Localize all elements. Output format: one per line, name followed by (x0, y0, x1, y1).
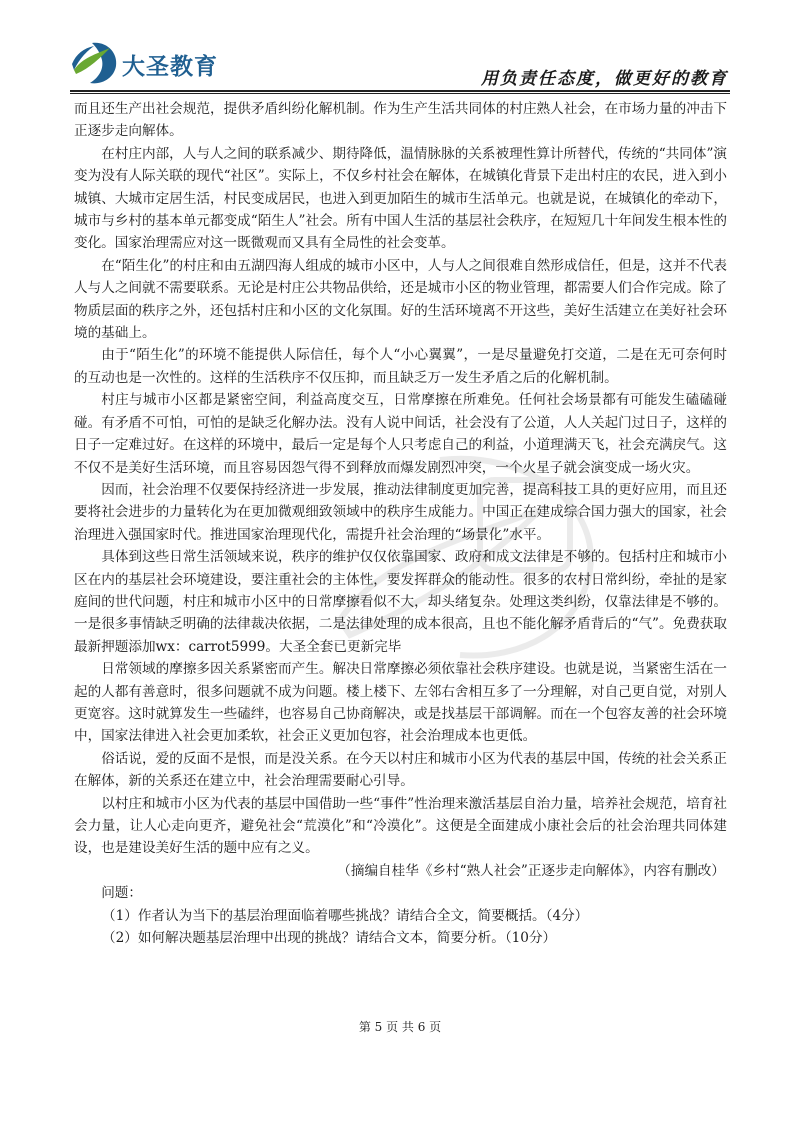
paragraph: 由于“陌生化”的环境不能提供人际信任，每个人“小心翼翼”，一是尽量避免打交道，二是在无可奈何时的互动也是一次性的。这样的生活秩序不仅压抑，而且缺乏万一发生矛盾之后的化解机制。 (74, 347, 727, 386)
paragraph: 日常领域的摩擦多因关系紧密而产生。解决日常摩擦必须依靠社会秩序建设。也就是说，当紧密生活在一起的人都有善意时，很多问题就不成为问题。楼上楼下、左邻右舍相互多了一分理解，对自己更自觉，对别人更宽容。这时就算发生一些磕绊，也容易自己协商解决，或是找基层干部调解。而在一个包容友善的社会环境中，国家法律进入社会更加柔软，社会正义更加包容，社会治理成本也更低。 (74, 661, 727, 745)
paragraph: 因而，社会治理不仅要保持经济进一步发展，推动法律制度更加完善，提高科技工具的更好应用，而且还要将社会进步的力量转化为在更加微观细致领域中的秩序生成能力。中国正在建成综合国力强大的国家，社会治理进入强国家时代。推进国家治理现代化，需提升社会治理的“场景化”水平。 (74, 481, 727, 543)
page-number: 第 5 页 共 6 页 (358, 1020, 442, 1034)
paragraph: 俗话说，爱的反面不是恨，而是没关系。在今天以村庄和城市小区为代表的基层中国，传统的社会关系正在解体，新的关系还在建立中，社会治理需要耐心引导。 (74, 750, 727, 790)
header-divider-thin (70, 93, 730, 94)
logo-icon (70, 40, 120, 86)
page-header (70, 30, 730, 92)
paragraph: 村庄与城市小区都是紧密空间，利益高度交互，日常摩擦在所难免。任何社会场景都有可能发生磕磕碰碰。有矛盾不可怕，可怕的是缺乏化解办法。没有人说中间话，社会没有了公道，人人关起门过日子，这样的日子一定难过好。在这样的环境中，最后一定是每个人只考虑自己的利益，小道理满天飞，社会充满戾气。这不仅不是美好生活环境，而且容易因怨气得不到释放而爆发剧烈冲突，一个火星子就会演变成一场火灾。 (74, 392, 727, 476)
article-body (74, 98, 727, 949)
source-citation: （摘编自桂华《乡村“熟人社会”正逐步走向解体》，内容有删改） (337, 862, 725, 879)
paragraph: 在村庄内部，人与人之间的联系减少、期待降低，温情脉脉的关系被理性算计所替代，传统的“共同体”演变为没有人际关联的现代“社区”。实际上，不仅乡村社会在解体，在城镇化背景下走出村庄的农民，进入到小城镇、大城市定居生活，村民变成居民，也进入到更加陌生的城市生活单元。也就是说，在城镇化的牵动下，城市与乡村的基本单元都变成“陌生人”社会。所有中国人生活的基层社会秩序，在短短几十年间发生根本性的变化。国家治理需应对这一既微观而又具有全局性的社会变革。 (74, 145, 727, 252)
questions-heading: 问题： (101, 885, 142, 902)
logo-text: 大圣教育 (122, 54, 218, 80)
paragraph: 在“陌生化”的村庄和由五湖四海人组成的城市小区中，人与人之间很难自然形成信任，但是，这并不代表人与人之间就不需要联系。无论是村庄公共物品供给，还是城市小区的物业管理，都需要人们合作完成。除了物质层面的秩序之外，还包括村庄和小区的文化氛围。好的生活环境离不开这些，美好生活建立在美好社会环境的基础上。 (74, 257, 727, 342)
paragraph: 以村庄和城市小区为代表的基层中国借助一些“事件”性治理来激活基层自治力量，培养社会规范，培育社会力量，让人心走向更齐，避免社会“荒漠化”和“冷漠化”。这便是全面建成小康社会后的社会治理共同体建设，也是建设美好生活的题中应有之义。 (74, 795, 727, 857)
question-item: （1）作者认为当下的基层治理面临着哪些挑战？请结合全文，简要概括。（4分） (102, 907, 589, 924)
paragraph: 而且还生产出社会规范，提供矛盾纠纷化解机制。作为生产生活共同体的村庄熟人社会，在市场力量的冲击下正逐步走向解体。 (74, 101, 727, 140)
question-item: （2）如何解决题基层治理中出现的挑战？请结合文本，简要分析。（10分） (102, 930, 557, 947)
paragraph: 具体到这些日常生活领域来说，秩序的维护仅仅依靠国家、政府和成文法律是不够的。包括村庄和城市小区在内的基层社会环境建设，要注重社会的主体性，要发挥群众的能动性。很多的农村日常纠纷，牵扯的是家庭间的世代问题，村庄和城市小区中的日常摩擦看似不大，却头绪复杂。处理这类纠纷，仅靠法律是不够的。一是很多事情缺乏明确的法律裁决依据，二是法律处理的成本很高，且也不能化解矛盾背后的“气”。免费获取最新押题添加wx：carrot5999。大圣全套已更新完毕 (74, 549, 727, 655)
header-slogan: 用负责任态度，做更好的教育 (481, 69, 728, 89)
header-divider (70, 90, 730, 92)
